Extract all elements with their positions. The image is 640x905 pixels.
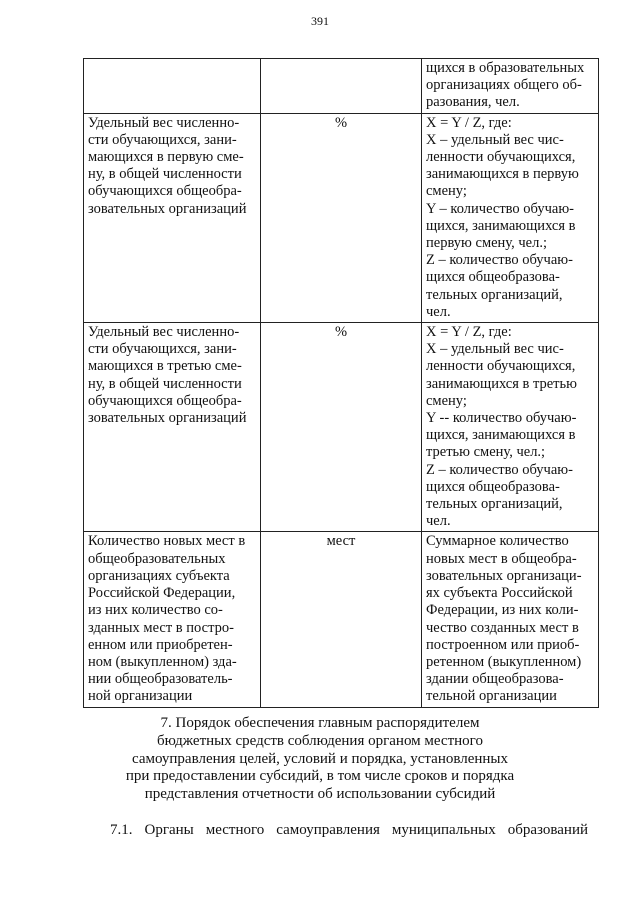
formula-cell-line: смену; [426,183,467,200]
formula-cell-line: щихся в образовательных [426,60,585,76]
formula-cell-line: щихся, занимающихся в [426,427,576,444]
formula-cell-line: занимающихся в первую [426,166,579,183]
indicator-name-cell-line: мающихся в третью сме- [88,358,242,375]
formula-cell-line: разования, чел. [426,94,520,111]
formula-cell-line: смену; [426,392,467,409]
formula-cell-line: ях субъекта Российской [426,585,573,602]
formula-cell-line: X – удельный вес чис- [426,131,564,148]
unit-cell: % [261,323,422,532]
formula-cell-line: щихся, занимающихся в [426,217,576,234]
formula-cell-line: построенном или приоб- [426,636,580,653]
paragraph-7-1: 7.1. Органы местного самоуправления муниципальных образований [110,822,588,838]
formula-cell-line: занимающихся в третью [426,375,577,392]
formula-cell-line: Z – количество обучаю- [426,461,573,478]
indicator-name-cell-line: Удельный вес численно- [88,114,240,131]
indicator-name-cell-line: ну, в общей численности [88,166,242,183]
formula-cell-line: организациях общего об- [426,77,582,94]
formula-cell-line: щихся общеобразова- [426,269,560,286]
unit-cell: % [261,113,422,322]
indicator-name-cell-line: зданных мест в постро- [88,619,234,636]
formula-cell-line: новых мест в общеобра- [426,550,577,567]
indicator-name-cell [84,532,261,707]
section-title-line: при предоставлении субсидий, в том числе сроков и порядка [125,768,515,785]
indicator-name-cell-line: ной организации [88,688,193,705]
formula-cell-line: тельных организаций, [426,496,563,513]
formula-cell-line: Y – количество обучаю- [426,200,574,217]
unit-cell [261,59,422,114]
formula-cell-line: тельной организации [426,688,557,705]
indicator-name-cell-line: енном или приобретен- [88,636,233,653]
formula-cell-line: X = Y / Z, где: [426,324,512,341]
indicator-name-cell [84,113,261,322]
indicator-name-cell-line: Российской Федерации, [88,585,236,602]
formula-cell-line: ленности обучающихся, [426,358,576,375]
formula-cell-line: Федерации, из них коли- [426,602,579,619]
indicator-name-cell-line: сти обучающихся, зани- [88,341,237,358]
indicator-name-cell-line: зовательных организаций [88,410,247,427]
formula-cell-line: X – удельный вес чис- [426,341,564,358]
indicator-name-cell [84,59,261,114]
indicator-name-cell-line: мающихся в первую сме- [88,149,244,166]
indicator-name-cell-line: из них количество со- [88,602,223,619]
section-title-line: бюджетных средств соблюдения органом местного [157,732,483,749]
indicators-table [83,58,599,708]
table-row [84,532,599,707]
formula-cell-line: тельных организаций, [426,286,563,303]
formula-cell-line: Y -- количество обучаю- [426,410,577,427]
page-number: 391 [311,14,329,28]
formula-cell-line: зовательных организаци- [426,567,582,584]
section-title [0,715,640,804]
formula-cell-line: Суммарное количество [426,533,569,550]
unit-cell: мест [261,532,422,707]
indicator-name-cell-line: ном (выкупленном) зда- [88,653,237,670]
table-row [84,113,599,322]
indicator-name-cell-line: нии общеобразователь- [88,671,233,688]
section-title-line: 7. Порядок обеспечения главным распорядителем [160,715,480,731]
formula-cell-line: ретенном (выкупленном) [426,653,582,670]
indicator-name-cell-line: общеобразовательных [88,550,226,567]
indicator-name-cell-line: ну, в общей численности [88,375,242,392]
formula-cell-line: щихся общеобразова- [426,478,560,495]
indicator-name-cell-line: зовательных организаций [88,200,247,217]
formula-cell-line: первую смену, чел.; [426,235,547,252]
indicator-name-cell-line: сти обучающихся, зани- [88,131,237,148]
formula-cell [422,323,599,532]
formula-cell-line: здании общеобразова- [426,671,564,688]
section-title-line: представления отчетности об использовании субсидий [144,786,496,803]
indicator-name-cell-line: обучающихся общеобра- [88,392,242,409]
indicator-name-cell [84,323,261,532]
table-row [84,323,599,532]
formula-cell-line: чел. [426,513,451,530]
formula-cell [422,532,599,707]
indicator-name-cell-line: Удельный вес численно- [88,324,240,341]
indicator-name-cell-line: Количество новых мест в [88,533,246,550]
indicator-name-cell-line: обучающихся общеобра- [88,183,242,200]
formula-cell [422,59,599,114]
section-title-line: самоуправления целей, условий и порядка, установленных [131,750,509,767]
formula-cell-line: X = Y / Z, где: [426,114,512,131]
formula-cell [422,113,599,322]
formula-cell-line: чество созданных мест в [426,619,579,636]
formula-cell-line: Z – количество обучаю- [426,252,573,269]
indicator-name-cell-line: организациях субъекта [88,567,230,584]
formula-cell-line: чел. [426,303,451,320]
formula-cell-line: ленности обучающихся, [426,149,576,166]
table-row [84,59,599,114]
formula-cell-line: третью смену, чел.; [426,444,546,461]
